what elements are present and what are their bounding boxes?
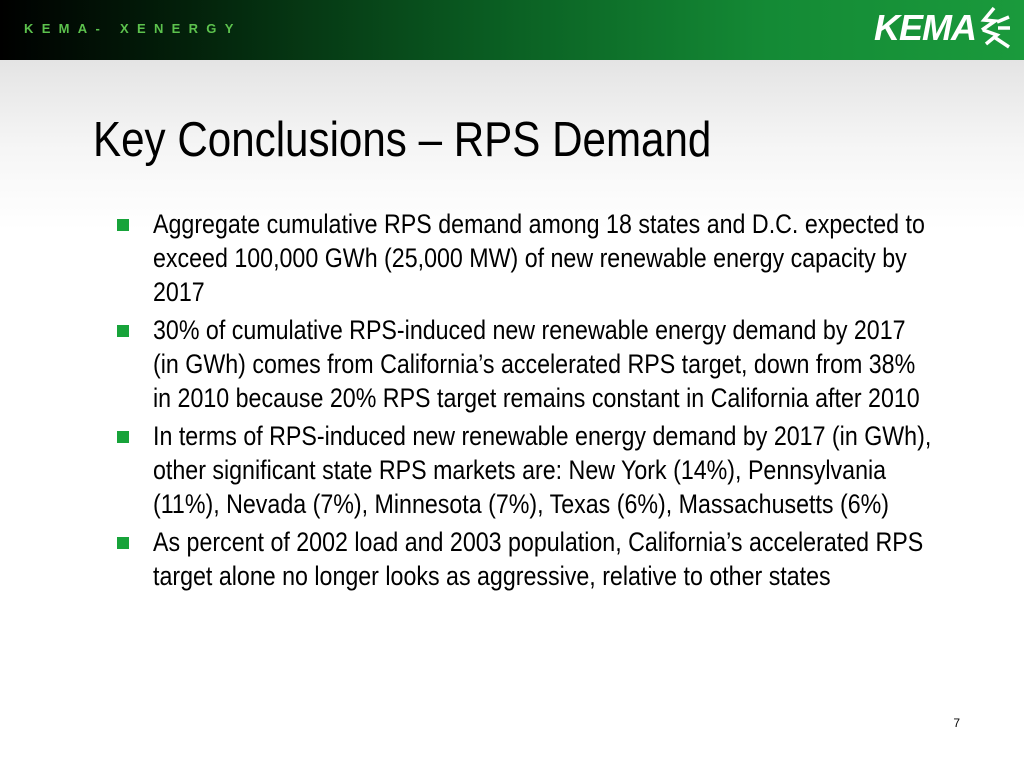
logo-text: KEMA — [874, 7, 976, 48]
kema-lightning-icon — [978, 6, 1012, 50]
bullet-text: As percent of 2002 load and 2003 population, California’s accelerated RPS target alone no longer looks as aggressive, relative to other states — [153, 527, 924, 591]
bullet-square-icon — [117, 219, 129, 231]
bullet-item — [117, 525, 987, 593]
bullet-item — [117, 207, 987, 309]
bullet-text: 30% of cumulative RPS-induced new renewable energy demand by 2017 (in GWh) comes from California’s accelerated RPS target, down from 38% in 2010 because 20% RPS target remains constant in California after 2010 — [153, 315, 920, 413]
header-bar — [0, 0, 1024, 60]
bullet-item — [117, 313, 987, 415]
bullet-text: Aggregate cumulative RPS demand among 18 states and D.C. expected to exceed 100,000 GWh (25,000 MW) of new renewable energy capacity by 2017 — [153, 209, 925, 307]
bullet-item — [117, 419, 987, 521]
bullet-list — [117, 207, 987, 597]
slide-title: Key Conclusions – RPS Demand — [93, 113, 712, 167]
bullet-square-icon — [117, 431, 129, 443]
bullet-square-icon — [117, 537, 129, 549]
bullet-square-icon — [117, 325, 129, 337]
bullet-text: In terms of RPS-induced new renewable energy demand by 2017 (in GWh), other significant state RPS markets are: New York (14%), Pennsylvania (11%), Nevada (7%), Minnesota (7%), Texas (6%), Massachusetts (6%) — [153, 421, 932, 519]
page-number: 7 — [953, 716, 960, 730]
brand-tagline: KEMA- XENERGY — [24, 21, 242, 36]
kema-logo — [874, 5, 1012, 51]
